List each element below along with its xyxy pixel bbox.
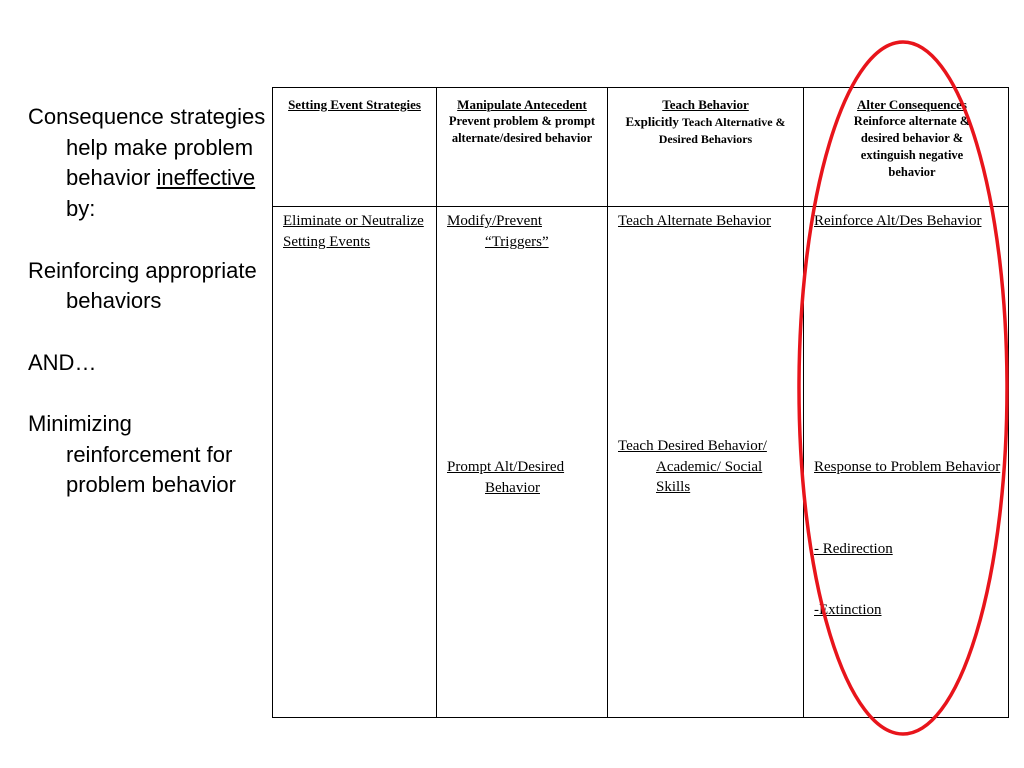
list-item-response-problem: Response to Problem Behavior [814, 459, 1001, 475]
table-header-row [273, 88, 1009, 207]
body-cell-teach-behavior [608, 207, 804, 718]
header-title-teach-behavior: Teach Behavior [662, 97, 749, 112]
side-text [28, 102, 268, 501]
side-paragraph-3: AND… [28, 349, 97, 375]
list-item-redirection: - Redirection [814, 541, 893, 557]
header-title-consequences: Alter Consequences [857, 97, 967, 112]
list-item-eliminate: Eliminate or Neutralize Setting Events [283, 213, 424, 250]
body-cell-setting-event [273, 207, 437, 718]
list-item-reinforce: Reinforce Alt/Des Behavior [814, 213, 982, 229]
side-paragraph-4: Minimizing reinforcement for problem behavior [28, 410, 236, 498]
list-item-teach-alternate: Teach Alternate Behavior [618, 213, 772, 229]
header-sub-consequences: Reinforce alternate & desired behavior & extinguish negative behavior [853, 114, 971, 179]
body-cell-antecedent [437, 207, 608, 718]
list-item-teach-desired: Teach Desired Behavior/ Academic/ Social Skills [618, 438, 767, 495]
strategy-table [272, 87, 1009, 718]
header-cell-teach-behavior [608, 88, 804, 207]
side-p1-emphasis: ineffective [156, 165, 256, 191]
header-sub-teach-emph: Explicitly [625, 114, 679, 129]
header-title-setting-event: Setting Event Strategies [288, 97, 421, 112]
side-p1-tail: by: [66, 196, 96, 222]
body-cell-consequences [804, 207, 1009, 718]
side-paragraph-1 [28, 102, 268, 225]
side-paragraph-2: Reinforcing appropriate behaviors [28, 257, 257, 314]
list-item-modify-prevent: Modify/Prevent “Triggers” [447, 213, 549, 250]
side-p1-text: Consequence strategies help make problem behavior [28, 104, 266, 191]
header-cell-setting-event [273, 88, 437, 207]
header-sub-antecedent: Prevent problem & prompt alternate/desired behavior [448, 114, 596, 145]
header-cell-antecedent [437, 88, 608, 207]
header-sub-teach-rest: Teach Alternative & Desired Behaviors [658, 115, 786, 146]
table-body-row [273, 207, 1009, 718]
list-item-prompt-alt: Prompt Alt/Desired Behavior [447, 459, 565, 496]
list-item-extinction: -Extinction [814, 602, 882, 618]
header-cell-consequences [804, 88, 1009, 207]
header-title-antecedent: Manipulate Antecedent [457, 97, 587, 112]
